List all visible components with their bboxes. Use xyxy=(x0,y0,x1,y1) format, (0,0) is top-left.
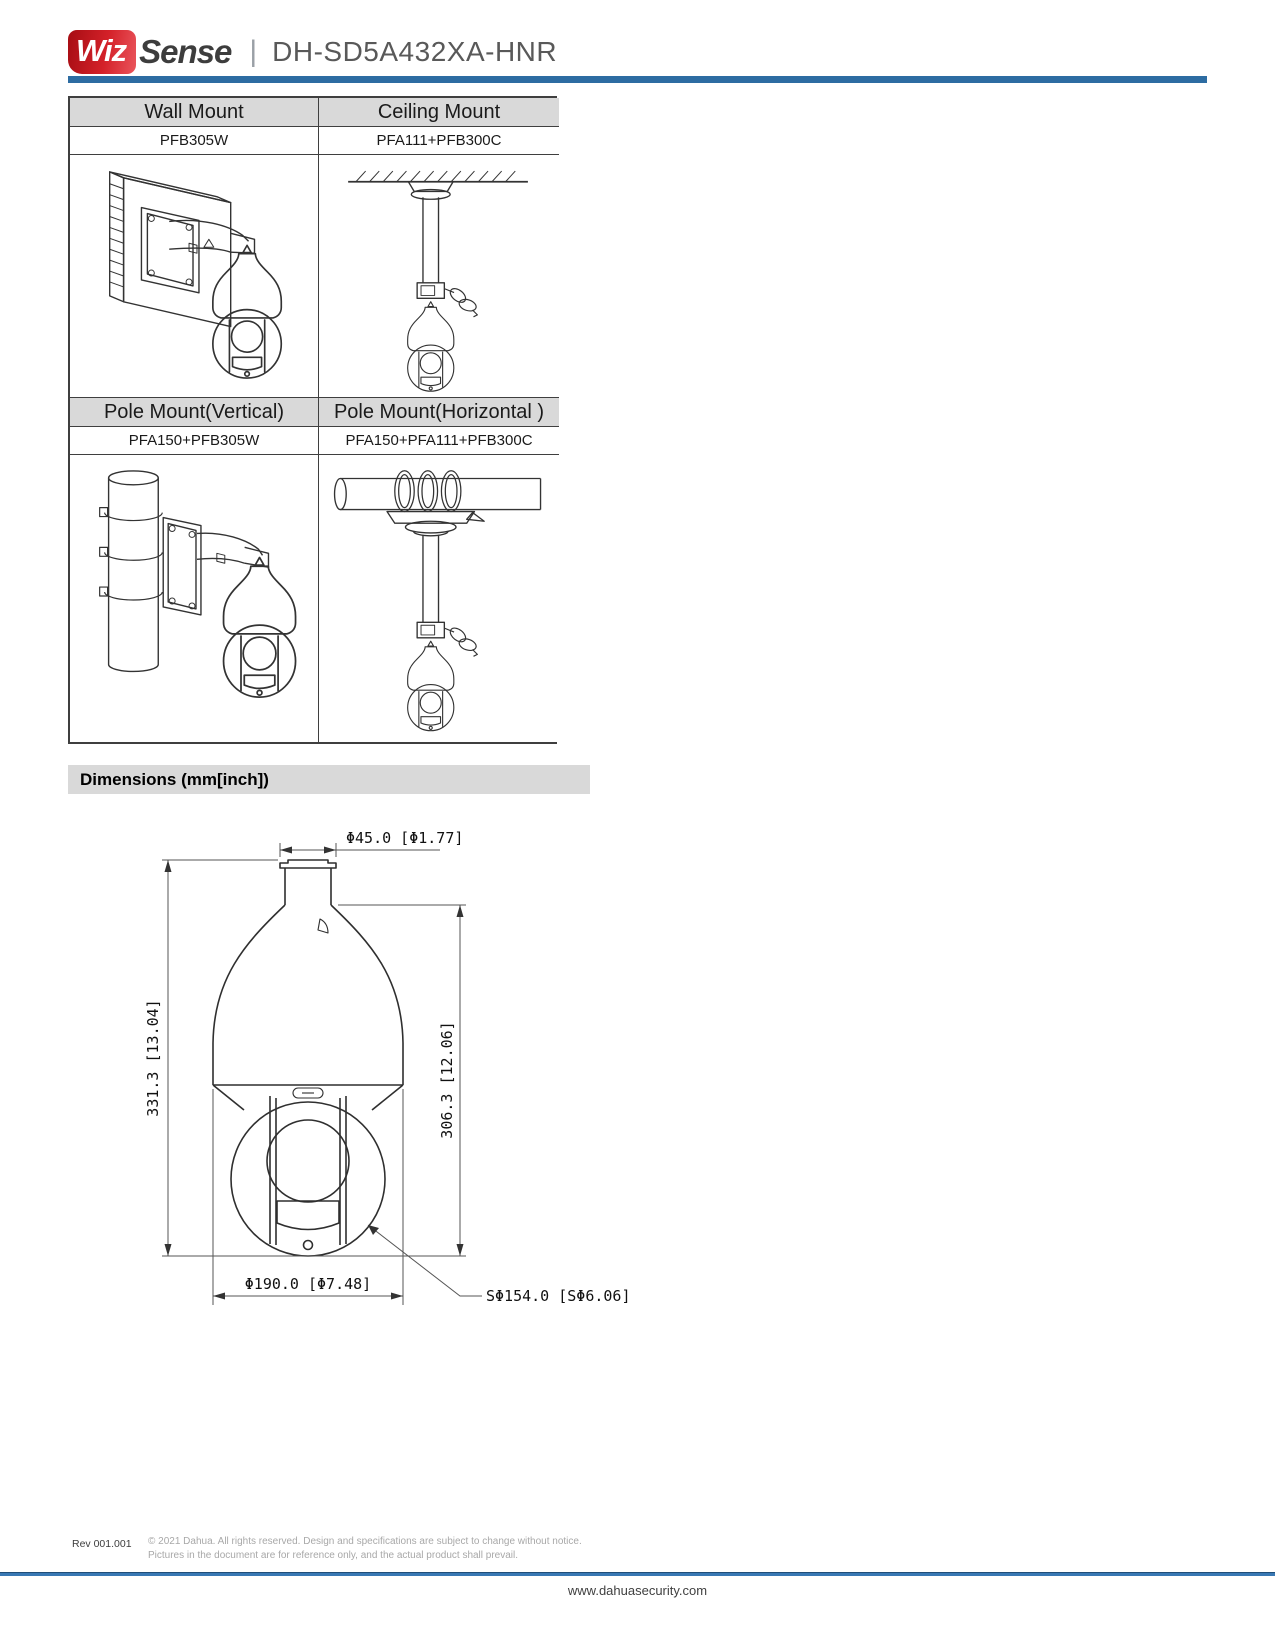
pole-vertical-illustration xyxy=(71,456,318,741)
ceiling-illustration xyxy=(348,171,528,317)
dimensions-title: Dimensions (mm[inch]) xyxy=(80,769,269,789)
camera-outline xyxy=(213,860,403,1256)
label-sphere-diameter: SΦ154.0 [SΦ6.06] xyxy=(486,1287,631,1305)
pole-illustration xyxy=(99,471,268,672)
wizsense-logo-sense: Sense xyxy=(139,33,232,70)
label-top-diameter: Φ45.0 [Φ1.77] xyxy=(346,829,464,847)
dimensions-section-header xyxy=(68,765,590,794)
wall-mount-model: PFB305W xyxy=(70,127,319,155)
dimension-lines xyxy=(162,843,482,1305)
pole-vertical-header: Pole Mount(Vertical) xyxy=(70,398,319,427)
revision-label: Rev 001.001 xyxy=(72,1538,132,1550)
header-accent-bar xyxy=(68,76,1207,83)
header-separator: | xyxy=(249,35,258,68)
wall-mount-illustration xyxy=(71,156,318,397)
pole-horizontal-model: PFA150+PFA111+PFB300C xyxy=(319,427,559,455)
ceiling-mount-drawing xyxy=(319,155,559,398)
pole-horizontal-illustration xyxy=(319,456,559,741)
footer-accent-line xyxy=(0,1572,1275,1576)
product-model: DH-SD5A432XA-HNR xyxy=(272,36,558,67)
camera-illustration xyxy=(408,301,454,391)
wall-illustration xyxy=(109,171,254,326)
wall-mount-header: Wall Mount xyxy=(70,98,319,127)
copyright-text xyxy=(148,1535,582,1563)
pole-vertical-model: PFA150+PFB305W xyxy=(70,427,319,455)
page-header xyxy=(68,30,557,74)
camera-illustration xyxy=(212,245,280,378)
wall-mount-drawing xyxy=(70,155,319,398)
website-url: www.dahuasecurity.com xyxy=(567,1583,708,1598)
ceiling-mount-illustration xyxy=(319,156,559,397)
ceiling-mount-model: PFA111+PFB300C xyxy=(319,127,559,155)
camera-illustration xyxy=(223,557,295,697)
copyright-line1: © 2021 Dahua. All rights reserved. Design and specifications are subject to change without notice. xyxy=(148,1536,582,1547)
camera-illustration xyxy=(408,641,454,731)
pole-horizontal-header: Pole Mount(Horizontal ) xyxy=(319,398,559,427)
label-height-total: 331.3 [13.04] xyxy=(144,999,162,1117)
dimension-drawing xyxy=(130,793,650,1313)
label-base-diameter: Φ190.0 [Φ7.48] xyxy=(244,1275,372,1293)
ceiling-mount-header: Ceiling Mount xyxy=(319,98,559,127)
mount-options-table xyxy=(68,96,557,744)
copyright-line2: Pictures in the document are for reference only, and the actual product shall prevail. xyxy=(148,1550,519,1561)
pole-horizontal-drawing xyxy=(319,455,559,742)
label-height-body: 306.3 [12.06] xyxy=(438,1021,456,1139)
wizsense-logo-wiz: Wiz xyxy=(68,30,136,74)
pole-vertical-drawing xyxy=(70,455,319,742)
dimension-arrows xyxy=(165,847,464,1300)
pipe-illustration xyxy=(335,471,541,657)
